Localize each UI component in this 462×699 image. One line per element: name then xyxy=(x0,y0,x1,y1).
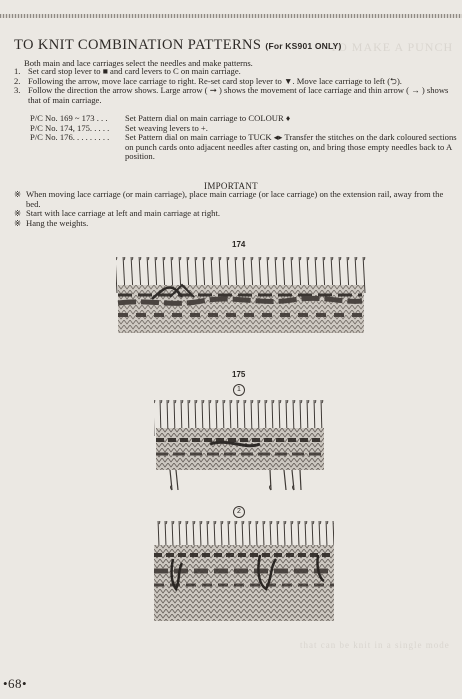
step-item xyxy=(14,86,459,105)
pattern-card-instruction: Set weaving levers to +. xyxy=(125,122,208,133)
show-through-text: TO MAKE A PUNCH xyxy=(330,40,454,54)
top-rule xyxy=(0,14,462,18)
pattern-card-label: P/C No. 176. . . . . . . . . xyxy=(30,132,110,143)
important-text: When moving lace carriage (or main carriage), place main carriage (or lace carriage) on the extension rail, away from the bed. xyxy=(26,189,444,209)
page-heading xyxy=(14,37,454,54)
important-list xyxy=(14,190,458,228)
step-text: Set card stop lever to ■ and card levers to C on main carriage. xyxy=(28,66,241,76)
step-number: 3. xyxy=(14,85,21,96)
figure-175-label: 175 xyxy=(232,370,246,379)
important-heading: IMPORTANT xyxy=(204,181,258,191)
important-text: Start with lace carriage at left and main carriage at right. xyxy=(26,208,220,219)
pattern-settings xyxy=(30,114,460,162)
reference-mark-icon: ※ xyxy=(14,189,22,199)
intro-text: Both main and lace carriages select the needles and make patterns. xyxy=(24,58,253,68)
figure-174-label: 174 xyxy=(232,240,246,249)
important-text: Hang the weights. xyxy=(26,217,89,228)
pattern-card-instruction: Set Pattern dial on main carriage to TUCK ◂▸ Transfer the stitches on the dark coloured sections on punch cards onto adjacent needles after casting on, and bring those empty needles back to A position. xyxy=(125,132,457,162)
figure-175-step-2-illustration xyxy=(148,519,338,629)
figure-174-knitting-illustration xyxy=(112,255,372,340)
steps-list xyxy=(14,67,459,105)
step-text: Following the arrow, move lace carriage to right. Re-set card stop lever to ▼. Move lace carriage to left (⮌). xyxy=(28,75,402,86)
important-item xyxy=(14,219,458,229)
step-number: 2. xyxy=(14,75,21,86)
step-number: 1. xyxy=(14,66,21,76)
pattern-card-instruction: Set Pattern dial on main carriage to COLOUR ♦ xyxy=(125,113,291,123)
step-text: Follow the direction the arrow shows. Large arrow ( ➞ ) shows the movement of lace carriage and thin arrow ( → ) shows that of main carriage. xyxy=(28,85,449,105)
page-number: •68• xyxy=(3,676,28,691)
pattern-setting-row xyxy=(30,133,460,162)
pattern-card-label: P/C No. 169 ~ 173 . . . xyxy=(30,113,108,123)
pattern-card-label: P/C No. 174, 175. . . . . xyxy=(30,122,110,133)
important-item xyxy=(14,190,458,209)
step-2-marker: 2 xyxy=(233,506,245,518)
show-through-text: that can be knit in a single mode xyxy=(300,640,450,650)
reference-mark-icon: ※ xyxy=(14,208,22,219)
heading-subtitle: (For KS901 ONLY) xyxy=(265,41,342,51)
heading-title: TO KNIT COMBINATION PATTERNS xyxy=(14,37,262,53)
reference-mark-icon: ※ xyxy=(14,217,22,228)
figure-175-step-1-illustration xyxy=(150,398,330,498)
step-1-marker: 1 xyxy=(233,384,245,396)
